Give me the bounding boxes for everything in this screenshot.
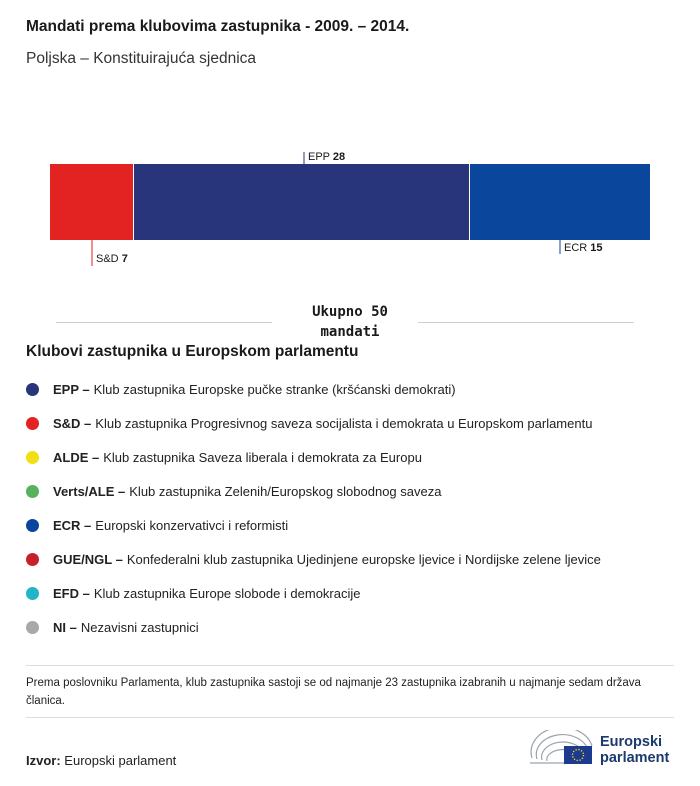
bar-label: S&D 7	[96, 253, 128, 265]
legend-dot-icon	[26, 587, 39, 600]
legend-item	[26, 440, 601, 474]
legend-abbr: GUE/NGL –	[53, 551, 123, 567]
legend-item	[26, 610, 601, 644]
legend-dot-icon	[26, 451, 39, 464]
legend-item	[26, 406, 601, 440]
bar-segment-ecr	[470, 164, 650, 240]
legend-item	[26, 372, 601, 406]
source-label: Izvor:	[26, 753, 61, 768]
footnote: Prema poslovniku Parlamenta, klub zastupnika sastoji se od najmanje 23 zastupnika izabranih u najmanje sedam država članica.	[26, 677, 641, 707]
legend-text: Klub zastupnika Saveza liberala i demokrata za Europu	[103, 449, 422, 465]
legend-text: Klub zastupnika Europske pučke stranke (kršćanski demokrati)	[93, 381, 456, 397]
legend-abbr: ECR –	[53, 517, 92, 533]
legend-abbr: ALDE –	[53, 449, 100, 465]
legend-text: Klub zastupnika Progresivnog saveza socijalista i demokrata u Europskom parlamentu	[95, 415, 593, 431]
bar-label: EPP 28	[308, 151, 346, 163]
stacked-bar-chart	[0, 140, 700, 280]
legend-dot-icon	[26, 621, 39, 634]
legend-item	[26, 576, 601, 610]
legend-text: Europski konzervativci i reformisti	[95, 517, 289, 533]
legend-dot-icon	[26, 485, 39, 498]
legend-item	[26, 542, 601, 576]
european-parliament-logo	[528, 730, 678, 770]
legend	[26, 372, 601, 644]
legend-text: Nezavisni zastupnici	[80, 619, 199, 635]
legend-dot-icon	[26, 519, 39, 532]
divider	[26, 717, 674, 718]
logo-text: Europski parlament	[600, 734, 670, 766]
legend-abbr: Verts/ALE –	[53, 483, 126, 499]
bar-label: ECR 15	[564, 242, 603, 254]
source-value: Europski parlament	[64, 753, 177, 768]
total-label: Ukupno 50 mandati	[312, 304, 388, 340]
bar-segment-sd	[50, 164, 133, 240]
divider	[26, 665, 674, 666]
source	[26, 753, 176, 768]
total-seats	[0, 302, 700, 342]
legend-abbr: NI –	[53, 619, 77, 635]
legend-abbr: S&D –	[53, 415, 92, 431]
chart-subtitle: Poljska – Konstituirajuća sjednica	[26, 50, 257, 67]
legend-dot-icon	[26, 417, 39, 430]
legend-dot-icon	[26, 553, 39, 566]
legend-abbr: EPP –	[53, 381, 90, 397]
legend-abbr: EFD –	[53, 585, 90, 601]
legend-text: Klub zastupnika Europe slobode i demokracije	[93, 585, 361, 601]
legend-dot-icon	[26, 383, 39, 396]
legend-title: Klubovi zastupnika u Europskom parlamentu	[26, 343, 359, 360]
legend-text: Klub zastupnika Zelenih/Europskog slobodnog saveza	[129, 483, 442, 499]
total-divider-right	[418, 322, 634, 323]
legend-item	[26, 474, 601, 508]
chart-title: Mandati prema klubovima zastupnika - 2009. – 2014.	[26, 18, 410, 35]
parliament-hemicycle-icon	[528, 730, 598, 770]
bar-segment-epp	[134, 164, 469, 240]
total-divider-left	[56, 322, 272, 323]
legend-text: Konfederalni klub zastupnika Ujedinjene europske ljevice i Nordijske zelene ljevice	[126, 551, 601, 567]
legend-item	[26, 508, 601, 542]
